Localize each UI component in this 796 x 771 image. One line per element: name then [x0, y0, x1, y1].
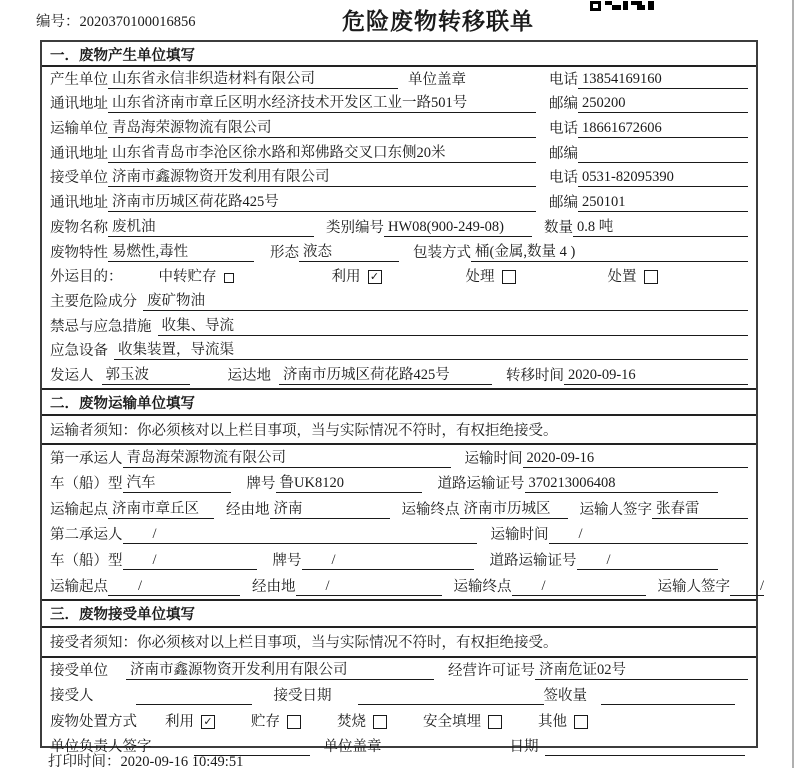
route1-row [42, 496, 756, 522]
purpose-option-transfer-label: 中转贮存 [158, 269, 217, 286]
quantity-label: 数量 [544, 219, 573, 236]
road-permit1-value: 370213006408 [525, 475, 719, 493]
purpose-use-checkbox: ✓ [368, 270, 382, 284]
purpose-treat-checkbox [502, 270, 516, 284]
producer-address-row [42, 92, 756, 117]
carrier2-row [42, 522, 756, 548]
vehicle2-row [42, 547, 756, 573]
zip1-value: 250200 [578, 95, 748, 113]
acceptor-row [42, 683, 756, 708]
section2-header: 二．废物运输单位填写 [42, 388, 756, 416]
phone3-value: 0531-82095390 [578, 169, 748, 187]
address2-label: 通讯地址 [50, 145, 108, 162]
phone1-value: 13854169160 [578, 71, 748, 89]
end2-label: 运输终点 [453, 578, 512, 595]
page-title: 危险废物转移联单 [342, 8, 534, 34]
received-qty-value [601, 702, 735, 705]
measures-value: 收集、导流 [158, 314, 749, 336]
received-qty-label: 签收量 [543, 688, 587, 705]
shipper-row [42, 363, 756, 388]
carrier2-value: / [123, 526, 477, 544]
permit-label: 经营许可证号 [448, 662, 535, 679]
qr-code-blocks [590, 1, 658, 11]
address1-label: 通讯地址 [50, 96, 108, 113]
equipment-value: 收集装置，导流渠 [114, 338, 748, 360]
unit-seal-label: 单位盖章 [323, 739, 382, 756]
packaging-label: 包装方式 [413, 244, 471, 261]
characteristics-label: 废物特性 [50, 244, 108, 261]
destination-label: 运达地 [227, 367, 271, 384]
seal-label: 单位盖章 [408, 71, 466, 88]
waste-name-row [42, 215, 756, 240]
shipper-value: 郭玉波 [102, 363, 190, 385]
road-permit2-value: / [577, 552, 719, 570]
receiver-address-row [42, 190, 756, 215]
disposal-use-label: 利用 [165, 713, 194, 730]
shipper-label: 发运人 [50, 367, 94, 384]
transport-time2-value: / [549, 526, 749, 544]
category-label: 类别编号 [326, 219, 384, 236]
sign1-value: 张春雷 [652, 497, 748, 519]
purpose-transfer-checkbox [224, 273, 234, 283]
page-edge-line [792, 0, 794, 768]
disposal-store-checkbox [287, 715, 301, 729]
print-time-label: 打印时间： [48, 754, 121, 770]
disposal-store-label: 贮存 [251, 713, 280, 730]
transfer-time-value: 2020-09-16 [564, 367, 748, 385]
sign2-value: / [730, 578, 764, 596]
receiver-value: 济南市鑫源物资开发利用有限公司 [108, 165, 536, 187]
disposal-landfill-checkbox [488, 715, 502, 729]
section3-header: 三．废物接受单位填写 [42, 599, 756, 628]
accept-date-value [358, 702, 544, 705]
doc-number-value: 2020370100016856 [79, 14, 196, 30]
date-label: 日期 [509, 739, 539, 756]
accept-date-label: 接受日期 [273, 688, 332, 705]
transport-time2-label: 运输时间 [490, 527, 549, 544]
print-time-value: 2020-09-16 10:49:51 [120, 754, 244, 770]
accept-unit-row [42, 658, 756, 683]
disposal-row [42, 708, 756, 733]
receiver-row [42, 166, 756, 191]
zip3-value: 250101 [578, 194, 748, 212]
zip3-label: 邮编 [549, 195, 578, 212]
transporter-row [42, 116, 756, 141]
via1-value: 济南 [270, 497, 390, 519]
packaging-value: 桶(金属,数量 4 ) [471, 240, 748, 262]
vehicle1-label: 车（船）型 [50, 476, 123, 493]
waste-name-value: 废机油 [108, 215, 314, 237]
transporter-notice: 运输者须知：你必须核对以上栏目事项，当与实际情况不符时，有权拒绝接受。 [42, 416, 756, 445]
disposal-burn-checkbox [373, 715, 387, 729]
form-label: 形态 [270, 244, 299, 261]
end1-label: 运输终点 [401, 501, 460, 518]
purpose-option-use-label: 利用 [331, 269, 361, 286]
plate1-value: 鲁UK8120 [276, 471, 422, 493]
address3-value: 济南市历城区荷花路425号 [108, 190, 536, 212]
hazard-value: 废矿物油 [143, 289, 748, 311]
phone3-label: 电话 [549, 170, 578, 187]
vehicle2-label: 车（船）型 [50, 552, 123, 569]
permit-value: 济南危证02号 [535, 658, 748, 680]
disposal-label: 废物处置方式 [50, 713, 137, 730]
accept-unit-value: 济南市鑫源物资开发利用有限公司 [126, 658, 434, 680]
date-value [545, 753, 745, 756]
category-value: HW08(900-249-08) [384, 219, 532, 237]
zip1-label: 邮编 [549, 96, 578, 113]
equipment-label: 应急设备 [50, 343, 108, 360]
via2-label: 经由地 [252, 578, 296, 595]
producer-row [42, 67, 756, 92]
purpose-dispose-checkbox [644, 270, 658, 284]
transporter-value: 青岛海荣源物流有限公司 [108, 116, 536, 138]
origin2-value: / [108, 578, 240, 596]
purpose-option-dispose-label: 处置 [607, 269, 637, 286]
producer-label: 产生单位 [50, 71, 108, 88]
acceptor-label: 接受人 [50, 688, 94, 705]
responsible-sign-label: 单位负责人签字 [50, 739, 152, 756]
address2-value: 山东省青岛市李沧区徐水路和郑佛路交叉口东侧20米 [108, 141, 536, 163]
end1-value: 济南市历城区 [460, 497, 568, 519]
qr-code-fragment [590, 0, 658, 11]
measures-row [42, 314, 756, 339]
producer-value: 山东省永信非织造材料有限公司 [108, 67, 398, 89]
carrier1-value: 青岛海荣源物流有限公司 [123, 446, 451, 468]
vehicle1-row [42, 471, 756, 497]
transport-time1-label: 运输时间 [464, 450, 523, 467]
via1-label: 经由地 [226, 501, 270, 518]
plate1-label: 牌号 [246, 476, 276, 493]
section1-header: 一．废物产生单位填写 [42, 42, 756, 67]
characteristics-row [42, 240, 756, 265]
zip2-label: 邮编 [549, 145, 578, 162]
origin1-value: 济南市章丘区 [108, 497, 214, 519]
hazard-row [42, 289, 756, 314]
equipment-row [42, 339, 756, 364]
document-header [0, 0, 796, 40]
via2-value: / [296, 578, 442, 596]
carrier1-label: 第一承运人 [50, 450, 123, 467]
purpose-label: 外运目的： [50, 269, 123, 286]
destination-value: 济南市历城区荷花路425号 [279, 363, 492, 385]
purpose-row [42, 265, 756, 290]
zip2-value [578, 160, 748, 163]
carrier1-row [42, 445, 756, 471]
characteristics-value: 易燃性,毒性 [108, 240, 254, 262]
form-value: 液态 [299, 240, 399, 262]
purpose-option-treat-label: 处理 [465, 269, 495, 286]
address1-value: 山东省济南市章丘区明水经济技术开发区工业一路501号 [108, 91, 536, 113]
sign1-label: 运输人签字 [579, 501, 652, 518]
disposal-use-checkbox: ✓ [201, 715, 215, 729]
address3-label: 通讯地址 [50, 195, 108, 212]
vehicle2-value: / [123, 552, 257, 570]
hazard-label: 主要危险成分 [50, 293, 137, 310]
measures-label: 禁忌与应急措施 [50, 318, 152, 335]
origin1-label: 运输起点 [50, 501, 108, 518]
disposal-burn-label: 焚烧 [337, 713, 366, 730]
route2-row [42, 573, 764, 599]
disposal-other-label: 其他 [538, 713, 567, 730]
plate2-value: / [302, 552, 474, 570]
origin2-label: 运输起点 [50, 578, 108, 595]
road-permit1-label: 道路运输证号 [437, 476, 525, 493]
plate2-label: 牌号 [272, 552, 302, 569]
doc-number-label: 编号： [36, 14, 80, 30]
transfer-time-label: 转移时间 [506, 367, 564, 384]
phone1-label: 电话 [549, 71, 578, 88]
receiver-notice: 接受者须知：你必须核对以上栏目事项，当与实际情况不符时，有权拒绝接受。 [42, 628, 756, 658]
road-permit2-label: 道路运输证号 [489, 552, 577, 569]
transporter-label: 运输单位 [50, 121, 108, 138]
transporter-address-row [42, 141, 756, 166]
end2-value: / [512, 578, 646, 596]
quantity-value: 0.8 吨 [573, 215, 748, 237]
carrier2-label: 第二承运人 [50, 527, 123, 544]
phone2-label: 电话 [549, 121, 578, 138]
disposal-landfill-label: 安全填埋 [423, 713, 481, 730]
acceptor-value [136, 702, 252, 705]
form-box [40, 40, 764, 756]
waste-name-label: 废物名称 [50, 219, 108, 236]
vehicle1-value: 汽车 [123, 471, 231, 493]
transport-time1-value: 2020-09-16 [523, 450, 749, 468]
disposal-other-checkbox [574, 715, 588, 729]
phone2-value: 18661672606 [578, 120, 748, 138]
accept-unit-label: 接受单位 [50, 662, 108, 679]
receiver-label: 接受单位 [50, 170, 108, 187]
sign2-label: 运输人签字 [657, 578, 730, 595]
